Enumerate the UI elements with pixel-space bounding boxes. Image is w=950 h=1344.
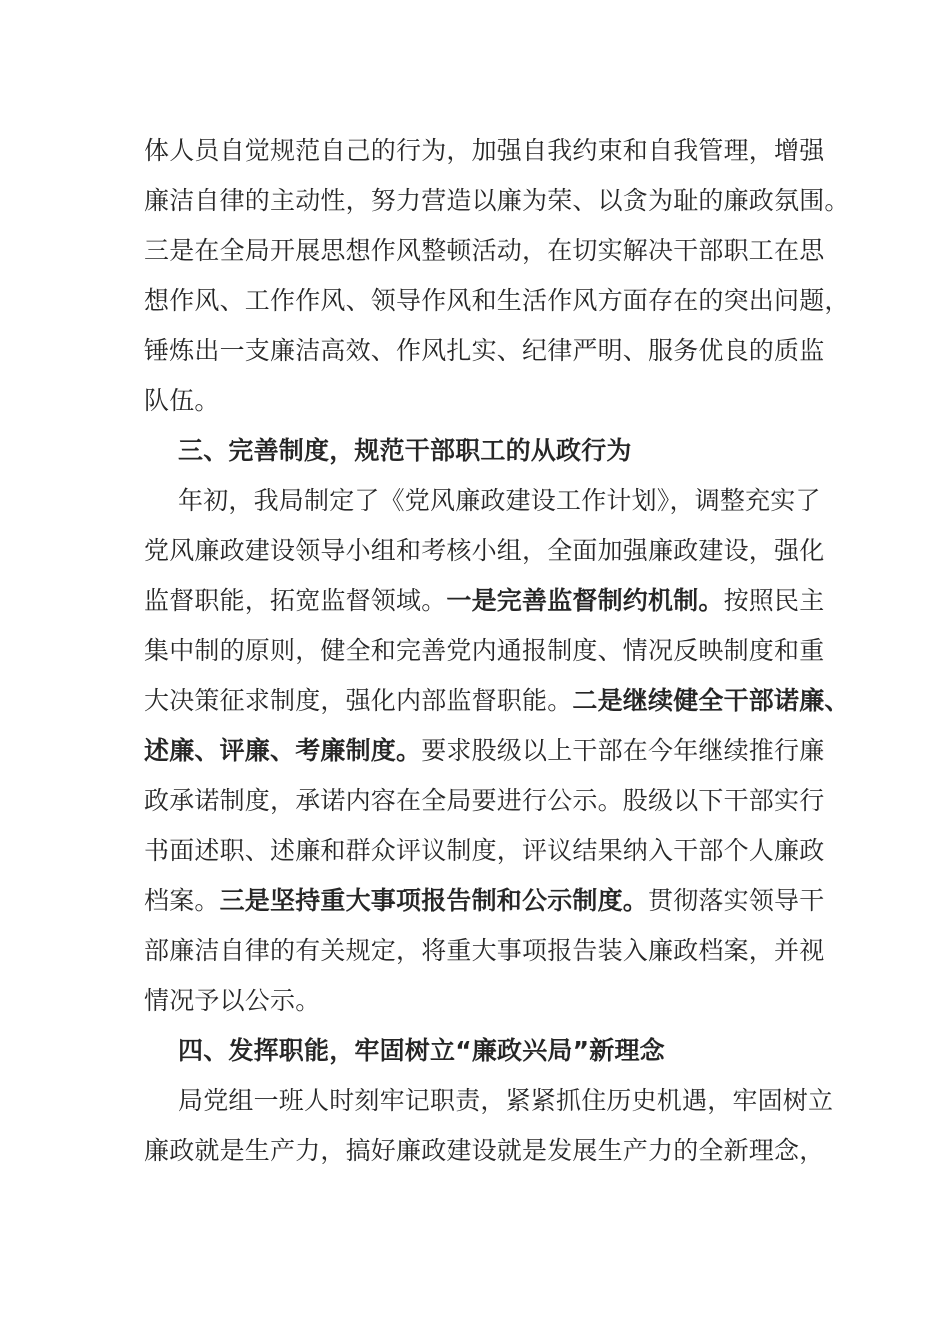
text-run: 监督职能，拓宽监督领域。 bbox=[144, 586, 447, 615]
text-run: 政承诺制度，承诺内容在全局要进行公示。股级以下干部实行 bbox=[144, 786, 825, 815]
text-line bbox=[144, 676, 850, 726]
text-run: 体人员自觉规范自己的行为，加强自我约束和自我管理，增强 bbox=[144, 136, 825, 165]
text-line bbox=[144, 626, 825, 676]
text-line bbox=[144, 476, 821, 526]
text-line bbox=[144, 1076, 834, 1126]
heading-text: 三、完善制度，规范干部职工的从政行为 bbox=[178, 436, 632, 465]
text-run: 年初，我局制定了《党风廉政建设工作计划》，调整充实了 bbox=[178, 486, 821, 515]
text-run: 按照民主 bbox=[723, 586, 825, 615]
text-run: 情况予以公示。 bbox=[144, 986, 321, 1015]
text-line bbox=[144, 776, 825, 826]
text-run: 部廉洁自律的有关规定，将重大事项报告装入廉政档案，并视 bbox=[144, 936, 825, 965]
text-line bbox=[144, 576, 825, 626]
text-line bbox=[144, 826, 825, 876]
text-line bbox=[144, 526, 825, 576]
bold-text-run: 一是完善监督制约机制。 bbox=[446, 586, 724, 615]
bold-text-run: 三是坚持重大事项报告制和公示制度。 bbox=[219, 886, 649, 915]
text-run: 三是在全局开展思想作风整顿活动，在切实解决干部职工在思 bbox=[144, 236, 825, 265]
bold-text-run: 二是继续健全干部诺廉、 bbox=[572, 686, 850, 715]
text-line bbox=[144, 126, 825, 176]
text-run: 大决策征求制度，强化内部监督职能。 bbox=[144, 686, 573, 715]
text-line bbox=[144, 176, 850, 226]
text-line bbox=[144, 1126, 825, 1176]
text-run: 书面述职、述廉和群众评议制度，评议结果纳入干部个人廉政 bbox=[144, 836, 825, 865]
text-line bbox=[144, 226, 825, 276]
text-line bbox=[144, 376, 806, 426]
bold-text-run: 述廉、评廉、考廉制度。 bbox=[144, 736, 422, 765]
text-run: 廉洁自律的主动性，努力营造以廉为荣、以贪为耻的廉政氛围。 bbox=[144, 186, 850, 215]
section-heading-4 bbox=[144, 1026, 806, 1076]
text-run: 队伍。 bbox=[144, 386, 220, 415]
text-line bbox=[144, 876, 825, 926]
text-line bbox=[144, 726, 825, 776]
heading-text: 四、发挥职能，牢固树立“廉政兴局”新理念 bbox=[178, 1036, 665, 1065]
text-line bbox=[144, 926, 825, 976]
text-run: 贯彻落实领导干 bbox=[648, 886, 825, 915]
section-heading-3 bbox=[144, 426, 806, 476]
text-run: 局党组一班人时刻牢记职责，紧紧抓住历史机遇，牢固树立 bbox=[178, 1086, 834, 1115]
text-line bbox=[144, 276, 850, 326]
text-run: 集中制的原则，健全和完善党内通报制度、情况反映制度和重 bbox=[144, 636, 825, 665]
text-run: 档案。 bbox=[144, 886, 220, 915]
text-run: 党风廉政建设领导小组和考核小组，全面加强廉政建设，强化 bbox=[144, 536, 825, 565]
text-run: 锤炼出一支廉洁高效、作风扎实、纪律严明、服务优良的质监 bbox=[144, 336, 825, 365]
text-line bbox=[144, 976, 806, 1026]
text-line bbox=[144, 326, 825, 376]
text-run: 廉政就是生产力，搞好廉政建设就是发展生产力的全新理念， bbox=[144, 1136, 825, 1165]
body-text bbox=[144, 126, 850, 1176]
text-run: 想作风、工作作风、领导作风和生活作风方面存在的突出问题， bbox=[144, 286, 850, 315]
text-run: 要求股级以上干部在今年继续推行廉 bbox=[421, 736, 825, 765]
